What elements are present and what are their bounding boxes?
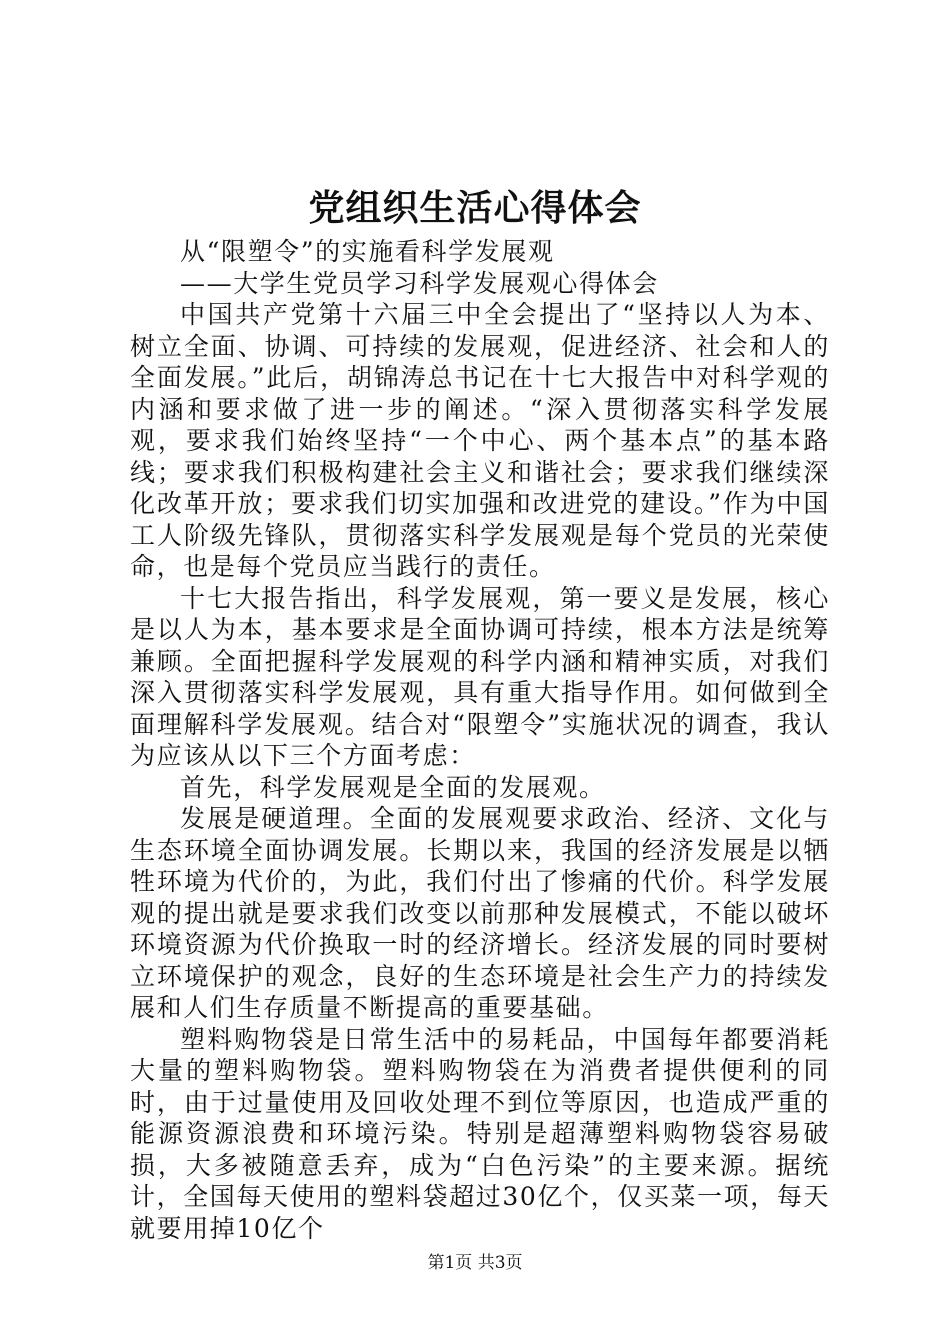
subtitle-line: ——大学生党员学习科学发展观心得体会 — [180, 268, 659, 298]
body-paragraph: 塑料购物袋是日常生活中的易耗品，中国每年都要消耗大量的塑料购物袋。塑料购物袋在为消费者提供便利的同时，由于过量使用及回收处理不到位等原因，也造成严重的能源资源浪费和环境污染。特别是超薄塑料购物袋容易破损，大多被随意丢弃，成为“白色污染”的主要来源。据统计，全国每天使用的塑料袋超过30亿个，仅买菜一项，每天就要用掉10亿个 — [130, 1024, 831, 1243]
document-title: 党组织生活心得体会 — [308, 187, 642, 229]
body-paragraph: 中国共产党第十六届三中全会提出了“坚持以人为本、树立全面、协调、可持续的发展观，促进经济、社会和人的全面发展。”此后，胡锦涛总书记在十七大报告中对科学观的内涵和要求做了进一步的阐述。“深入贯彻落实科学发展观，要求我们始终坚持“一个中心、两个基本点”的基本路线；要求我们积极构建社会主义和谐社会；要求我们继续深化改革开放；要求我们切实加强和改进党的建设。”作为中国工人阶级先锋队，贯彻落实科学发展观是每个党员的光荣使命，也是每个党员应当践行的责任。 — [130, 300, 830, 581]
subtitle-line: 从“限塑令”的实施看科学发展观 — [180, 237, 555, 266]
page-number-footer: 第1页 共3页 — [427, 1253, 523, 1273]
document-body — [130, 236, 830, 1244]
body-paragraph: 十七大报告指出，科学发展观，第一要义是发展，核心是以人为本，基本要求是全面协调可持续，根本方法是统筹兼顾。全面把握科学发展观的科学内涵和精神实质，对我们深入贯彻落实科学发展观，具有重大指导作用。如何做到全面理解科学发展观。结合对“限塑令”实施状况的调查，我认为应该从以下三个方面考虑： — [130, 583, 830, 770]
body-paragraph: 首先，科学发展观是全面的发展观。 — [180, 772, 606, 802]
body-paragraph: 发展是硬道理。全面的发展观要求政治、经济、文化与生态环境全面协调发展。长期以来，我国的经济发展是以牺牲环境为代价的，为此，我们付出了惨痛的代价。科学发展观的提出就是要求我们改变以前那种发展模式，不能以破坏环境资源为代价换取一时的经济增长。经济发展的同时要树立环境保护的观念，良好的生态环境是社会生产力的持续发展和人们生存质量不断提高的重要基础。 — [130, 804, 830, 1022]
